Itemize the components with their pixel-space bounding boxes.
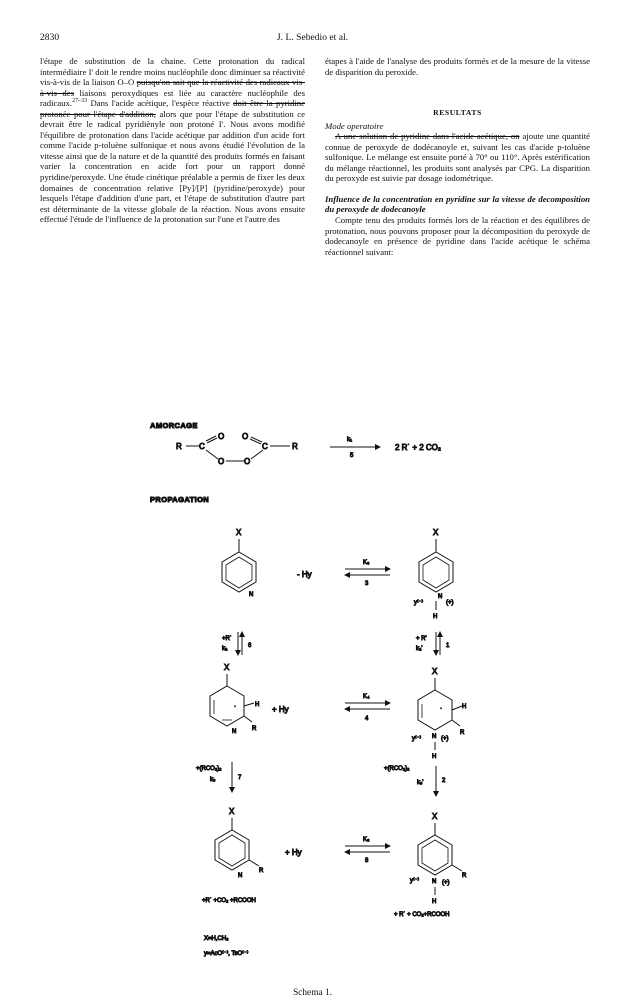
initiation-products: 2 R˙ + 2 CO₂ xyxy=(395,443,442,452)
positive-charge: (+) xyxy=(442,880,450,886)
text-span-struck: puisqu'on sait que la réactivité des radicaux vis-à-vis des xyxy=(40,77,305,98)
amorcage-label: AMORCAGE xyxy=(150,421,198,430)
peroxide-reagent-right: +(RCO₂)₂ xyxy=(384,766,410,772)
right-paragraph-1: étapes à l'aide de l'analyse des produits formés et de la mesure de la vitesse de disparition du peroxide. xyxy=(325,56,590,77)
ring-nitrogen: N xyxy=(438,594,443,600)
alkylpyridinium-right xyxy=(410,812,467,905)
alkyl-r: R xyxy=(252,726,257,732)
radical-adduct-right xyxy=(412,667,466,760)
running-head: J. L. Sebedio et al. xyxy=(276,32,349,43)
hydrogen: H xyxy=(432,754,437,760)
positive-charge: (+) xyxy=(446,600,454,606)
hydrogen: H xyxy=(433,614,438,620)
pyridinium-right xyxy=(414,528,454,620)
products-left: +R˙ +CO₂ +RCOOH xyxy=(202,898,256,904)
step6-number: 6 xyxy=(248,643,252,649)
counter-anion: y⁽⁻⁾ xyxy=(412,736,422,742)
k8-label: K₈ xyxy=(363,837,370,843)
reference-superscript: 27–33 xyxy=(72,98,88,105)
page-number: 2830 xyxy=(40,32,60,43)
ring-nitrogen: N xyxy=(249,592,254,598)
alkyl-r: R xyxy=(462,873,467,879)
substituent-x: X xyxy=(433,528,439,537)
substituent-x: X xyxy=(432,667,438,676)
pyridine-left xyxy=(222,528,256,598)
scheme-caption: Schema 1. xyxy=(292,988,333,998)
substituent-x: X xyxy=(236,528,242,537)
ke-label: kₑ xyxy=(210,777,216,783)
alkyl-r: R xyxy=(460,730,465,736)
r-left: R xyxy=(176,442,182,451)
positive-charge: (+) xyxy=(441,736,449,742)
k1-number: 5 xyxy=(350,453,354,459)
text-span: alors que pour l'étape de substitution ce devrait être le radical pyridiènyle non protoné I'. Nous avons modifié l'équilibre de protonation dans l'acide acétique par addition d'un acide fort comme l'acide p-toluène sulfonique et nous avons étudié l'évolution de la vitesse ainsi que de la nature et de la quantité des produits formés en faisant varier la concentration en acide fort pour un rapport donné pyridine/peroxyde. Une étude cinétique préalable a permis de fixer les deux domaines de concentration relative [Py]/[P] (pyridine/peroxyde) pour lesquels l'étape d'addition d'une part, et l'étape de substitution d'autre part est déterminante de la vitesse globale de la réaction. Nous avons ensuite effectué l'étude de l'influence de la protonation sur l'une et l'autre des xyxy=(40,108,306,225)
k3-number: 3 xyxy=(365,581,369,587)
hydrogen: H xyxy=(255,702,260,708)
radical-dot: · xyxy=(234,704,236,710)
step1-rate: kₐ' xyxy=(416,646,423,652)
c-left: C xyxy=(199,442,205,451)
radical-adduct-left xyxy=(210,663,259,735)
o-left-peroxy: O xyxy=(218,457,225,466)
step1-reagent: + R' xyxy=(416,636,427,642)
subheading-mode-operatoire: Mode operatoire xyxy=(325,120,384,131)
ke-prime-label: kₑ' xyxy=(417,780,424,786)
substituent-x: X xyxy=(432,812,438,821)
k8-number: 8 xyxy=(365,858,369,864)
minus-hy-label: - Hy xyxy=(297,570,312,579)
hydrogen: H xyxy=(462,704,467,710)
step6-reagent: +R˙ xyxy=(222,636,232,642)
section-heading: RESULTATS xyxy=(433,108,482,118)
text-span: ajoute une quantité connue de peroxyde de dodécanoyle et, suivant les cas d'acide p-toluène sulfonique. Le mélange est ensuite porté à 70° ou 110°. Après estérification du mélange réactionnel, les produits sont analysés par CPG. La disparition du peroxyde est suivie par dosage iodométrique. xyxy=(325,131,591,184)
radical-dot: · xyxy=(440,706,442,712)
r-right: R xyxy=(292,442,298,451)
x-definition: X=H,CH₃ xyxy=(204,936,229,942)
k4-number: 4 xyxy=(365,716,369,722)
text-span-struck: A une solution de pyridine dans l'acide acétique, on xyxy=(335,131,520,142)
text-span: liaisons peroxydiques est liée au caractère nucléophile des radicaux. xyxy=(40,87,306,109)
hydrogen: H xyxy=(432,899,437,905)
step2-number: 2 xyxy=(442,778,446,784)
alkyl-r: R xyxy=(259,868,264,874)
text-span-struck: doit être la pyridine protonée pour l'étape d'addition, xyxy=(40,98,305,119)
alkylpyridine-left xyxy=(215,807,264,879)
step1-number: 1 xyxy=(446,643,450,649)
products-right: + R˙ + CO₂+RCOOH xyxy=(394,912,450,918)
k1-label: k₁ xyxy=(347,437,353,443)
text-span: Dans l'acide acétique, l'espèce réactive xyxy=(87,98,230,109)
step6-rate: kₐ xyxy=(222,646,228,652)
text-span: l'étape de substitution de la chaine. Cette protonation du radical intermédiaire I' doit le rendre moins nucléophile donc diminuer sa réactivité vis-à-vis de la liaison O–O xyxy=(40,56,305,88)
counter-anion: y⁽⁻⁾ xyxy=(410,878,420,884)
plus-hy-label-2: + Hy xyxy=(285,848,302,857)
o-left-carbonyl: O xyxy=(218,432,225,441)
right-paragraph-3: Compte tenu des produits formés lors de la réaction et des équilibres de protonation, nous pouvons proposer pour la décomposition du peroxyde de dodecanoyle en présence de pyridine dans l'acide acétique le schéma réactionnel suivant: xyxy=(325,215,590,257)
c-right: C xyxy=(262,442,268,451)
ring-nitrogen: N xyxy=(232,729,237,735)
step7-number: 7 xyxy=(238,775,242,781)
k4-label: K₄ xyxy=(363,694,370,700)
counter-anion: y⁽⁻⁾ xyxy=(414,600,424,606)
plus-hy-label-1: + Hy xyxy=(272,705,289,714)
y-definition: y=AcO⁽⁻⁾, TsO⁽⁻⁾ xyxy=(204,951,249,957)
ring-nitrogen: N xyxy=(432,734,437,740)
o-right-peroxy: O xyxy=(244,457,251,466)
k3-label: K₃ xyxy=(363,560,370,566)
ring-nitrogen: N xyxy=(238,873,243,879)
substituent-x: X xyxy=(229,807,235,816)
subheading-influence: Influence de la concentration en pyridine sur la vitesse de decomposition du peroxyde de dodecanoyle xyxy=(325,193,590,215)
substituent-x: X xyxy=(224,663,230,672)
peroxide-reagent-left: +(RCO₂)₂ xyxy=(196,766,222,772)
ring-nitrogen: N xyxy=(432,879,437,885)
o-right-carbonyl: O xyxy=(242,432,249,441)
propagation-label: PROPAGATION xyxy=(150,495,210,504)
